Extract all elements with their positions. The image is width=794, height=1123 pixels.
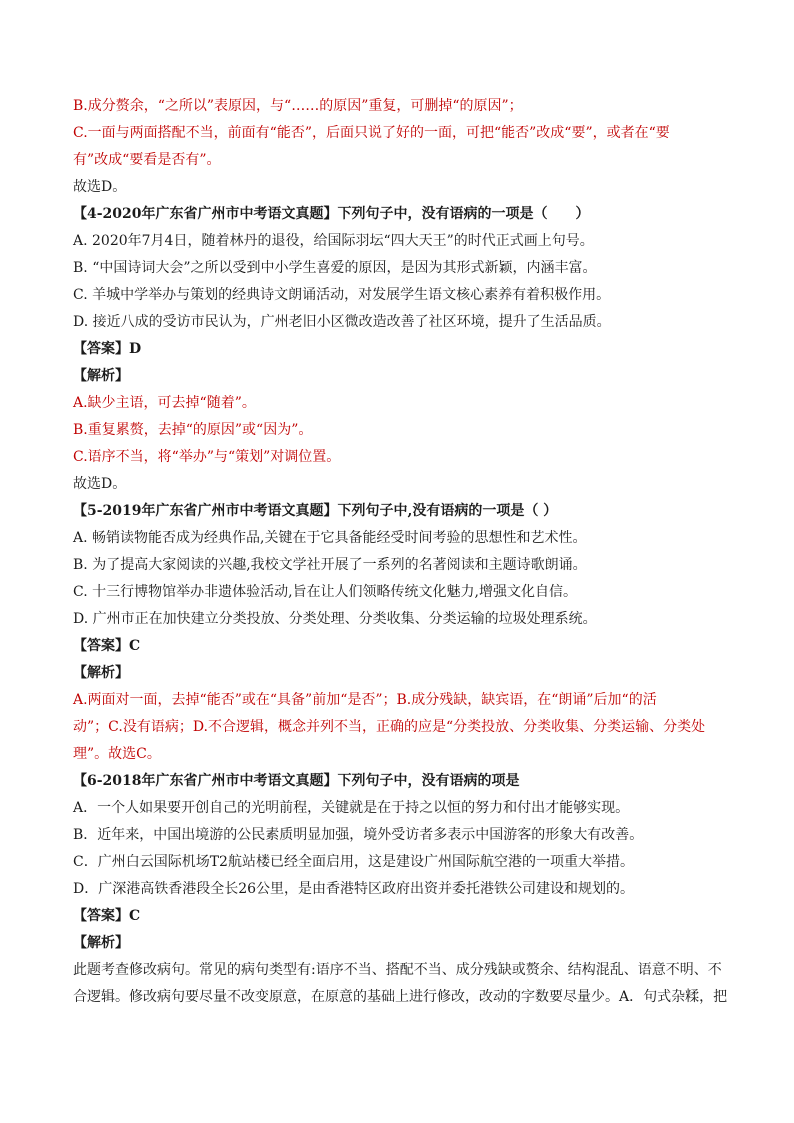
option-line: A．一个人如果要开创自己的光明前程，关键就是在于持之以恒的努力和付出才能够实现。 bbox=[73, 800, 630, 816]
analysis-paragraph-line: 此题考查修改病句。常见的病句类型有:语序不当、搭配不当、成分残缺或赘余、结构混乱、语意不明、不 bbox=[73, 962, 722, 978]
analysis-line: B.重复累赘，去掉“的原因”或“因为”。 bbox=[73, 422, 313, 438]
option-line: D. 广州市正在加快建立分类投放、分类处理、分类收集、分类运输的垃圾处理系统。 bbox=[73, 611, 597, 627]
option-line: B. “中国诗词大会”之所以受到中小学生喜爱的原因，是因为其形式新颖，内涵丰富。 bbox=[73, 260, 597, 276]
conclusion-line: 故选D。 bbox=[73, 179, 127, 195]
question-heading: 【4-2020年广东省广州市中考语文真题】下列句子中，没有语病的一项是（ ） bbox=[73, 206, 590, 222]
option-line: B. 为了提高大家阅读的兴趣,我校文学社开展了一系列的名著阅读和主题诗歌朗诵。 bbox=[73, 557, 587, 573]
question-heading: 【5-2019年广东省广州市中考语文真题】下列句子中,没有语病的一项是（ ） bbox=[73, 503, 558, 519]
answer-heading: 【答案】D bbox=[73, 341, 142, 357]
analysis-line: B.成分赘余，“之所以”表原因，与“……的原因”重复，可删掉“的原因”； bbox=[73, 98, 523, 114]
option-line: A. 畅销读物能否成为经典作品,关键在于它具备能经受时间考验的思想性和艺术性。 bbox=[73, 530, 587, 546]
analysis-heading: 【解析】 bbox=[73, 665, 129, 681]
option-line: D．广深港高铁香港段全长26公里，是由香港特区政府出资并委托港铁公司建设和规划的。 bbox=[73, 881, 635, 897]
analysis-heading: 【解析】 bbox=[73, 935, 129, 951]
conclusion-line: 故选D。 bbox=[73, 476, 127, 492]
analysis-line: 有”改成“要看是否有”。 bbox=[73, 152, 221, 168]
analysis-line: 理”。故选C。 bbox=[73, 746, 161, 762]
analysis-line: A.两面对一面，去掉“能否”或在“具备”前加“是否”；B.成分残缺，缺宾语，在“朗诵”后加“的活 bbox=[73, 692, 657, 708]
answer-heading: 【答案】C bbox=[73, 638, 141, 654]
answer-heading: 【答案】C bbox=[73, 908, 141, 924]
option-line: D. 接近八成的受访市民认为，广州老旧小区微改造改善了社区环境，提升了生活品质。 bbox=[73, 314, 611, 330]
analysis-line: C.一面与两面搭配不当，前面有“能否”，后面只说了好的一面，可把“能否”改成“要”，或者在“要 bbox=[73, 125, 670, 141]
analysis-line: 动”；C.没有语病；D.不合逻辑，概念并列不当，正确的应是“分类投放、分类收集、分类运输、分类处 bbox=[73, 719, 706, 735]
analysis-line: C.语序不当，将“举办”与“策划”对调位置。 bbox=[73, 449, 341, 465]
option-line: B．近年来，中国出境游的公民素质明显加强，境外受访者多表示中国游客的形象大有改善。 bbox=[73, 827, 644, 843]
analysis-paragraph-line: 合逻辑。修改病句要尽量不改变原意，在原意的基础上进行修改，改动的字数要尽量少。A．句式杂糅，把 bbox=[73, 989, 728, 1005]
option-line: A. 2020年7月4日，随着林丹的退役，给国际羽坛“四大天王”的时代正式画上句号。 bbox=[73, 233, 594, 249]
option-line: C. 羊城中学举办与策划的经典诗文朗诵活动，对发展学生语文核心素养有着积极作用。 bbox=[73, 287, 611, 303]
option-line: C. 十三行博物馆举办非遗体验活动,旨在让人们领略传统文化魅力,增强文化自信。 bbox=[73, 584, 578, 600]
analysis-heading: 【解析】 bbox=[73, 368, 129, 384]
analysis-line: A.缺少主语，可去掉“随着”。 bbox=[73, 395, 256, 411]
option-line: C．广州白云国际机场T2航站楼已经全面启用，这是建设广州国际航空港的一项重大举措。 bbox=[73, 854, 634, 870]
question-heading: 【6-2018年广东省广州市中考语文真题】下列句子中，没有语病的项是 bbox=[73, 773, 520, 789]
